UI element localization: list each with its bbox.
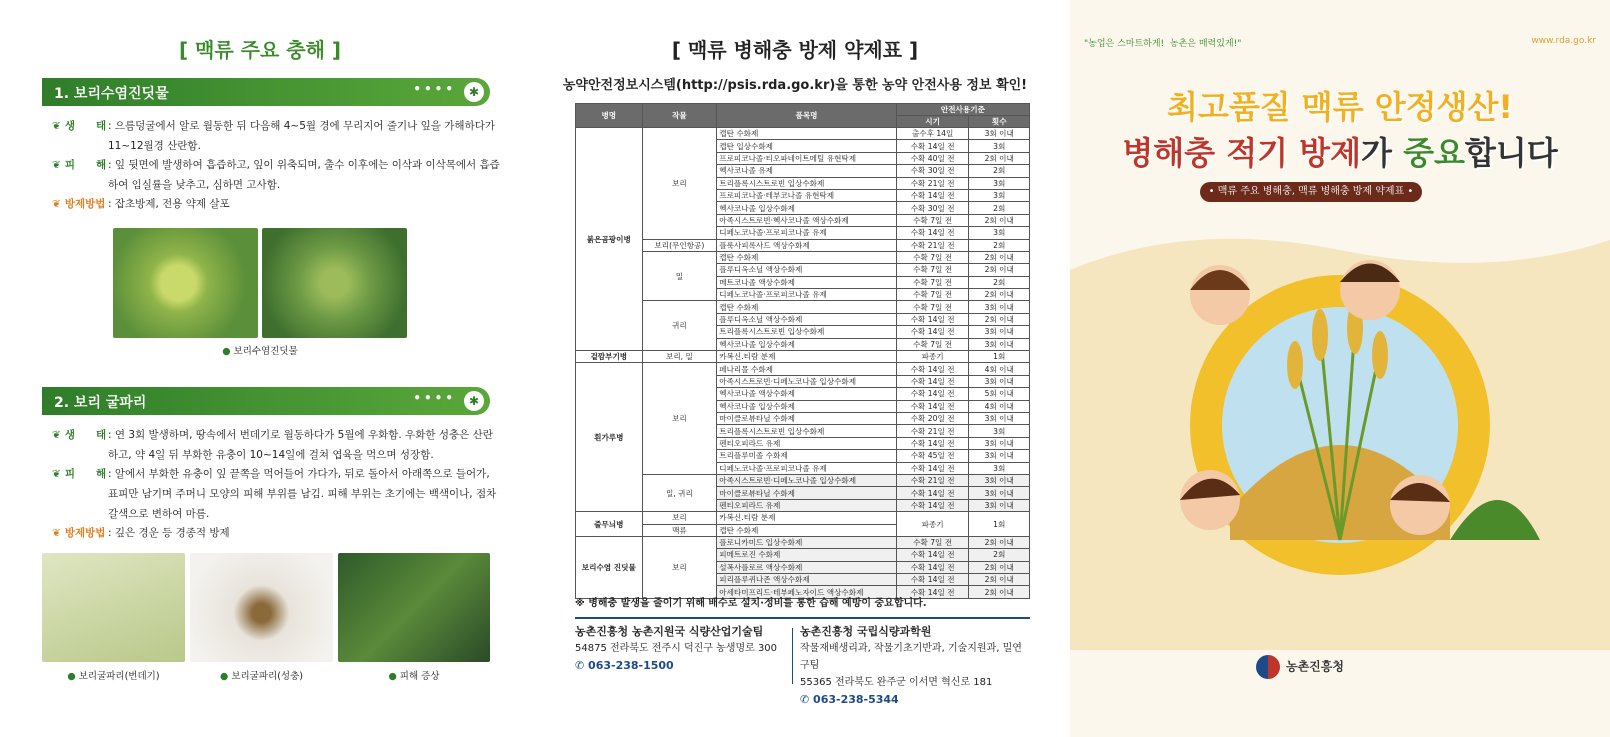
cell-count: 3회 이내: [969, 474, 1030, 486]
cell-timing: 수확 45일 전: [896, 450, 969, 462]
section-heading-text: 2. 보리 굴파리: [54, 395, 147, 411]
org-phone: ✆ 063-238-1500: [575, 659, 674, 672]
cell-product: 헥사코나졸 유제: [717, 165, 897, 177]
cell-timing: 수확 7일 전: [896, 301, 969, 313]
cell-count: 3회 이내: [969, 450, 1030, 462]
item-damage: [52, 155, 502, 195]
caption-pupa: ● 보리굴파리(번데기): [67, 671, 160, 682]
cell-product: 플로니카미드 입상수화제: [717, 536, 897, 548]
cell-timing: 수확 14일 전: [896, 375, 969, 387]
cell-count: 2회 이내: [969, 574, 1030, 586]
leaf-icon: ❦: [52, 159, 61, 171]
cell-count: 3회 이내: [969, 499, 1030, 511]
cell-timing: 수확 21일 전: [896, 239, 969, 251]
pest-title: [ 맥류 주요 충해 ]: [178, 38, 342, 62]
farmers-illustration: [1070, 210, 1610, 650]
cell-product: 디페노코나졸·프로피코나졸 유제: [717, 462, 897, 474]
cell-timing: 수확 14일 전: [896, 400, 969, 412]
header-crop: 작물: [642, 104, 717, 128]
item-ecology: [52, 116, 502, 156]
cell-count: 3회 이내: [969, 326, 1030, 338]
cell-timing: 파종기: [896, 351, 969, 363]
bug-icon: ✱: [464, 391, 484, 411]
cell-timing: 수확 14일 전: [896, 313, 969, 325]
table-row: [576, 363, 1030, 375]
cell-product: 트리플루미졸 수화제: [717, 450, 897, 462]
cell-count: 3회 이내: [969, 487, 1030, 499]
cell-count: 3회: [969, 140, 1030, 152]
leaf-icon: ❦: [52, 429, 61, 441]
cell-timing: 수확 21일 전: [896, 425, 969, 437]
cell-crop: 보리, 밀: [642, 351, 717, 363]
cell-count: 3회: [969, 189, 1030, 201]
item-damage: [52, 464, 502, 524]
caption-adult: ● 보리굴파리(성충): [220, 671, 303, 682]
cell-timing: 수확 14일 전: [896, 189, 969, 201]
cell-count: 3회 이내: [969, 338, 1030, 350]
cell-count: 4회 이내: [969, 363, 1030, 375]
cell-product: 마이클로뷰타닐 수화제: [717, 412, 897, 424]
cell-crop: 귀리: [642, 301, 717, 351]
website-url: www.rda.go.kr: [1531, 36, 1596, 46]
cell-count: 2회 이내: [969, 251, 1030, 263]
section-heading-text: 1. 보리수염진딧물: [54, 86, 169, 102]
leaf-icon: ❦: [52, 527, 61, 539]
cell-timing: 수확 14일 전: [896, 227, 969, 239]
cell-timing: 수확 7일 전: [896, 536, 969, 548]
table-row: [576, 512, 1030, 524]
cell-timing: 수확 7일 전: [896, 251, 969, 263]
cell-count: 2회 이내: [969, 264, 1030, 276]
cover-panel: [1070, 0, 1610, 737]
table-row: [576, 474, 1030, 486]
adult-fly-photo: [190, 553, 333, 662]
cell-count: 2회: [969, 276, 1030, 288]
cell-product: 마이클로뷰타닐 수화제: [717, 487, 897, 499]
cell-timing: 수확 7일 전: [896, 276, 969, 288]
cell-count: 2회 이내: [969, 561, 1030, 573]
section-heading-aphid: [42, 78, 490, 106]
cell-product: 캡탄 수화제: [717, 128, 897, 140]
table-row: [576, 251, 1030, 263]
damage-photo: [338, 553, 490, 662]
cell-count: 3회 이내: [969, 412, 1030, 424]
cell-count: 3회 이내: [969, 375, 1030, 387]
cell-crop: 보리: [642, 363, 717, 475]
org-phone: ✆ 063-238-5344: [800, 693, 899, 706]
leaf-icon: ❦: [52, 468, 61, 480]
cell-product: 캡탄 수화제: [717, 524, 897, 536]
item-label: ❦ 방제방법: [52, 198, 106, 210]
cell-count: 2회: [969, 239, 1030, 251]
circle-icon: ●: [222, 346, 231, 357]
cell-timing: 수확 14일 전: [896, 561, 969, 573]
cell-product: 펜티오피라드 유제: [717, 437, 897, 449]
header-count: 횟수: [969, 116, 1030, 128]
cell-disease: 흰가루병: [576, 363, 643, 512]
cell-product: 피리플루퀴나존 액상수화제: [717, 574, 897, 586]
cell-product: 프로피코나졸·티오파네이트메틸 유현탁제: [717, 152, 897, 164]
cell-count: 5회 이내: [969, 388, 1030, 400]
divider-vertical: [792, 628, 793, 684]
cell-product: 아족시스트로빈·디페노코나졸 입상수화제: [717, 474, 897, 486]
cell-count: 3회: [969, 462, 1030, 474]
cell-product: 트리플록시스트로빈 입상수화제: [717, 425, 897, 437]
cell-timing: 수확 40일 전: [896, 152, 969, 164]
header-timing: 시기: [896, 116, 969, 128]
cell-product: 트리플록시스트로빈 입상수화제: [717, 326, 897, 338]
cell-product: 카복신.티람 분제: [717, 512, 897, 524]
item-label: ❦ 피 해: [52, 468, 107, 480]
cell-product: 카복신.티람 분제: [717, 351, 897, 363]
cell-product: 아족시스트로빈·헥사코나졸 액상수화제: [717, 214, 897, 226]
item-label: ❦ 방제방법: [52, 527, 106, 539]
cell-timing: 수확 14일 전: [896, 388, 969, 400]
cell-crop: 밀: [642, 251, 717, 301]
cell-crop: 맥류: [642, 524, 717, 536]
cell-count: 2회 이내: [969, 289, 1030, 301]
slogan: "농업은 스마트하게! 농촌은 매력있게!": [1084, 39, 1242, 49]
cell-count: 2회: [969, 549, 1030, 561]
cell-count: 3회: [969, 177, 1030, 189]
item-text: : 연 3회 발생하며, 땅속에서 번데기로 월동하다가 5월에 우화함. 우화한 성충은 산란하고, 약 4일 뒤 부화한 유충이 10~14일에 걸쳐 엽육을 먹으며 성장함.: [108, 429, 493, 461]
section-heading-leafminer: [42, 387, 490, 415]
item-label: ❦ 피 해: [52, 159, 107, 171]
cell-crop: 밀, 귀리: [642, 474, 717, 511]
cell-count: 4회 이내: [969, 400, 1030, 412]
leaf-icon: ❦: [52, 120, 61, 132]
pesticide-table: [575, 103, 1030, 599]
drainage-note: ※ 병해충 발생을 줄이기 위해 배수로 설치·정비를 통한 습해 예방이 중요합니다.: [575, 598, 927, 609]
table-row: [576, 301, 1030, 313]
cell-timing: 수확 14일 전: [896, 462, 969, 474]
cell-count: 3회 이내: [969, 128, 1030, 140]
cell-product: 설폭사플로르 액상수화제: [717, 561, 897, 573]
cell-product: 캡탄 입상수화제: [717, 140, 897, 152]
org-2: [800, 623, 1030, 708]
cell-crop: 보리(무인항공): [642, 239, 717, 251]
table-row: [576, 351, 1030, 363]
cell-count: 2회 이내: [969, 536, 1030, 548]
org-dept: 작물재배생리과, 작물기초기반과, 기술지원과, 밀연구팀: [800, 643, 1022, 671]
cell-disease: 붉은곰팡이병: [576, 128, 643, 351]
cell-timing: 수확 7일 전: [896, 214, 969, 226]
cell-timing: 수확 14일 전: [896, 487, 969, 499]
cell-timing: 수확 14일 전: [896, 363, 969, 375]
item-text: : 깊은 경운 등 경종적 방제: [108, 527, 230, 539]
dots-decoration: ••••: [413, 82, 456, 96]
cell-timing: 수확 20일 전: [896, 412, 969, 424]
header-disease: 병명: [576, 104, 643, 128]
cell-count: 2회 이내: [969, 586, 1030, 598]
item-text: : 잡초방제, 전용 약제 살포: [108, 198, 230, 210]
cell-product: 피메트로진 수화제: [717, 549, 897, 561]
cell-timing: 수확 7일 전: [896, 289, 969, 301]
cell-disease: 보리수염 진딧물: [576, 536, 643, 598]
cell-timing: 수확 14일 전: [896, 499, 969, 511]
cell-timing: 수확 14일 전: [896, 140, 969, 152]
cell-timing: 수확 14일 전: [896, 437, 969, 449]
table-row: [576, 128, 1030, 140]
cell-product: 헥사코나졸 입상수화제: [717, 400, 897, 412]
cell-crop: 보리: [642, 512, 717, 524]
cell-product: 페나리몰 수화제: [717, 363, 897, 375]
cell-count: 2회: [969, 165, 1030, 177]
cell-count: 2회: [969, 202, 1030, 214]
cell-timing: 수확 30일 전: [896, 165, 969, 177]
cell-count: 3회: [969, 425, 1030, 437]
circle-icon: ●: [67, 671, 76, 682]
cell-product: 헥사코나졸 입상수화제: [717, 202, 897, 214]
cell-timing: 파종기: [896, 512, 969, 537]
cell-disease: 줄무늬병: [576, 512, 643, 537]
pesticide-title: [ 맥류 병해충 방제 약제표 ]: [671, 38, 919, 62]
cell-crop: 보리: [642, 536, 717, 598]
cell-product: 플루디옥소닐 액상수화제: [717, 313, 897, 325]
cell-count: 3회 이내: [969, 437, 1030, 449]
cell-count: 1회: [969, 351, 1030, 363]
cell-timing: 출수후 14일: [896, 128, 969, 140]
cell-count: 2회 이내: [969, 313, 1030, 325]
headline-2: 병해충 적기 방제가 중요합니다: [1122, 134, 1558, 172]
org-address: 55365 전라북도 완주군 이서면 혁신로 181: [800, 677, 993, 688]
item-label: ❦ 생 태: [52, 429, 107, 441]
cell-timing: 수확 14일 전: [896, 326, 969, 338]
dots-decoration: ••••: [413, 391, 456, 405]
caption-aphid: ● 보리수염진딧물: [222, 346, 298, 357]
table-row: [576, 536, 1030, 548]
rda-logo: 농촌진흥청: [1256, 655, 1344, 679]
divider: [575, 617, 1030, 619]
aphid-photo-2: [262, 228, 407, 338]
cell-product: 헥사코나졸 입상수화제: [717, 338, 897, 350]
org-address: 54875 전라북도 전주시 덕진구 농생명로 300: [575, 643, 778, 654]
cell-count: 1회: [969, 512, 1030, 537]
org-name: 농촌진흥청 농촌지원국 식량산업기술팀: [575, 625, 764, 638]
cell-product: 프로피코나졸·테부코나졸 유현탁제: [717, 189, 897, 201]
item-control: [52, 523, 502, 543]
item-text: : 알에서 부화한 유충이 잎 끝쪽을 먹어들어 가다가, 뒤로 돌아서 아래쪽으로 들어가, 표피만 남기며 주머니 모양의 피해 부위를 남김. 피해 부위는 초기에는 백색이나, 점차 갈색으로 변하여 마름.: [108, 468, 497, 520]
org-1: [575, 623, 790, 674]
cell-product: 디페노코나졸·프로피코나졸 유제: [717, 227, 897, 239]
cell-crop: 보리: [642, 128, 717, 240]
cell-timing: 수확 14일 전: [896, 549, 969, 561]
cell-product: 메트코나졸 액상수화제: [717, 276, 897, 288]
pest-panel: [0, 0, 520, 737]
cell-count: 3회: [969, 227, 1030, 239]
cell-product: 디페노코나졸·프로피코나졸 유제: [717, 289, 897, 301]
cell-timing: 수확 30일 전: [896, 202, 969, 214]
item-control: [52, 194, 502, 214]
item-label: ❦ 생 태: [52, 120, 107, 132]
table-row: [576, 239, 1030, 251]
cell-count: 3회 이내: [969, 301, 1030, 313]
pesticide-subtitle: 농약안전정보시스템(http://psis.rda.go.kr)을 통한 농약 안전사용 정보 확인!: [562, 78, 1028, 93]
item-ecology: [52, 425, 502, 465]
cell-disease: 겉깜부기병: [576, 351, 643, 363]
cell-timing: 수확 21일 전: [896, 474, 969, 486]
leaf-icon: ❦: [52, 198, 61, 210]
cell-count: 2회 이내: [969, 214, 1030, 226]
header-product: 품목명: [717, 104, 897, 128]
cell-product: 헥사코나졸 액상수화제: [717, 388, 897, 400]
pupa-photo: [42, 553, 185, 662]
cell-product: 캡탄 수화제: [717, 251, 897, 263]
cell-product: 플루디옥소닐 액상수화제: [717, 264, 897, 276]
aphid-photo-1: [113, 228, 258, 338]
cell-product: 아족시스트로빈·디페노코나졸 입상수화제: [717, 375, 897, 387]
headline-1: 최고품질 맥류 안정생산!: [1167, 88, 1513, 126]
header-safety: 안전사용기준: [896, 104, 1029, 116]
contents-pill: • 맥류 주요 병해충, 맥류 병해충 방제 약제표 •: [1200, 182, 1422, 202]
item-text: : 잎 뒷면에 발생하여 흡즙하고, 잎이 위축되며, 출수 이후에는 이삭과 이삭목에서 흡즙하여 임실률을 낮추고, 심하면 고사함.: [108, 159, 500, 191]
cell-timing: 수확 7일 전: [896, 338, 969, 350]
caption-damage: ● 피해 증상: [388, 671, 440, 682]
cell-product: 플룩사피록사드 액상수화제: [717, 239, 897, 251]
cell-product: 캡탄 수화제: [717, 301, 897, 313]
org-name: 농촌진흥청 국립식량과학원: [800, 625, 932, 638]
pesticide-table-body: [576, 128, 1030, 599]
cell-timing: 수확 14일 전: [896, 586, 969, 598]
cell-timing: 수확 14일 전: [896, 574, 969, 586]
cell-count: 2회 이내: [969, 152, 1030, 164]
cell-product: 아세타미프리드·테부페노자이드 액상수화제: [717, 586, 897, 598]
item-text: : 으름덩굴에서 알로 월동한 뒤 다음해 4~5월 경에 무리지어 줄기나 잎을 가해하다가 11~12월경 산란함.: [108, 120, 496, 152]
cell-product: 펜티오피라드 유제: [717, 499, 897, 511]
circle-icon: ●: [388, 671, 397, 682]
cell-timing: 수확 21일 전: [896, 177, 969, 189]
pesticide-panel: [560, 0, 1030, 737]
rda-emblem-icon: [1256, 655, 1280, 679]
bug-icon: ✱: [464, 82, 484, 102]
cell-timing: 수확 7일 전: [896, 264, 969, 276]
circle-icon: ●: [220, 671, 229, 682]
cell-product: 트리플록시스트로빈 입상수화제: [717, 177, 897, 189]
